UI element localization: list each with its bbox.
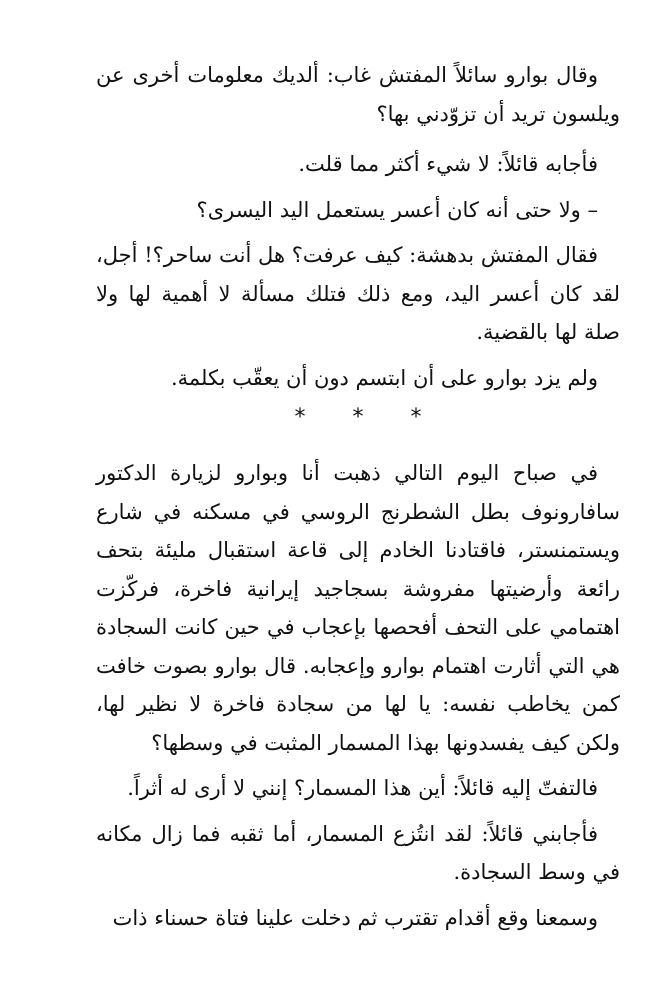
paragraph-poirot-smile: ولم يزد بوارو على أن ابتسم دون أن يعقّب بكلمة.	[170, 365, 598, 390]
paragraph-footsteps: وسمعنا وقع أقدام تقترب ثم دخلت علينا فتاة حسناء ذات	[112, 905, 598, 930]
section-separator: * * *	[294, 405, 442, 430]
paragraph-next-morning: في صباح اليوم التالي ذهبت أنا وبوارو لزيارة الدكتور سافارونوف بطل الشطرنج الروسي في مسكنه في شارع ويستمنستر، فاقتادنا الخادم إلى قاعة استقبال مليئة بتحف رائعة وأرضيتها مفروشة بسجاجيد إيرانية فاخرة، فركّزت اهتمامي على التحف أفحصها بإعجاب في حين كانت السجادة هي التي أثارت اهتمام بوارو وإعجابه. قال بوارو بصوت خافت كمن يخاطب نفسه: يا لها من سجادة فاخرة لا نظير لها، ولكن كيف يفسدونها بهذا المسمار المثبت في وسطها؟	[96, 461, 620, 755]
paragraph-inspector-surprise: فقال المفتش بدهشة: كيف عرفت؟ هل أنت ساحر؟! أجل، لقد كان أعسر اليد، ومع ذلك فتلك مسألة لا أهمية لها ولا صلة لها بالقضية.	[96, 243, 620, 344]
paragraph-left-handed-question: – ولا حتى أنه كان أعسر يستعمل اليد اليسرى؟	[196, 197, 598, 222]
paragraph-where-nail: فالتفتّ إليه قائلاً: أين هذا المسمار؟ إنني لا أرى له أثراً.	[127, 776, 598, 800]
paragraph-nail-removed: فأجابني قائلاً: لقد انتُزع المسمار، أما ثقبه فما زال مكانه في وسط السجادة.	[96, 821, 620, 884]
paragraph-inspector-answer: فأجابه قائلاً: لا شيء أكثر مما قلت.	[298, 152, 598, 176]
paragraph-poirot-question: وقال بوارو سائلاً المفتش غاب: ألديك معلومات أخرى عن ويلسون تريد أن تزوّدني بها؟	[96, 63, 620, 126]
